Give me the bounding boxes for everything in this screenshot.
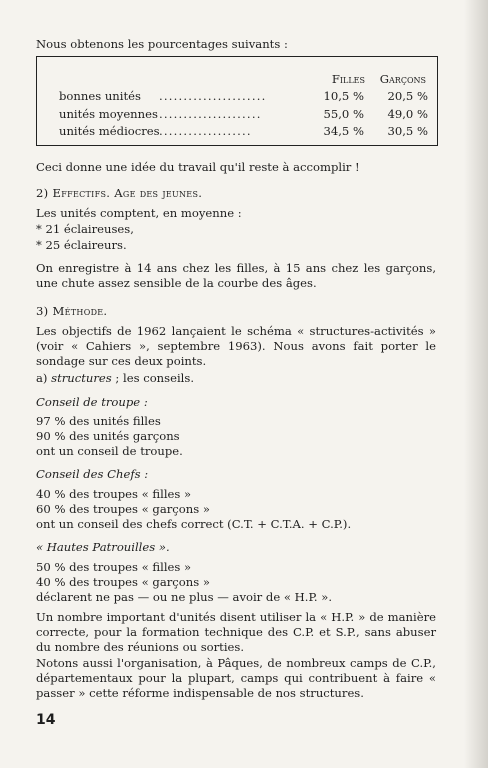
row-label: bonnes unités	[59, 89, 141, 103]
subsection-a-term: structures	[51, 371, 112, 385]
percentage-table	[36, 56, 438, 146]
section3-title: 3) Méthode.	[36, 304, 108, 318]
stat-line: ont un conseil des chefs correct (C.T. + C.T.A. + C.P.).	[36, 517, 352, 531]
hautes-patrouilles-heading: « Hautes Patrouilles ».	[36, 540, 170, 554]
subsection-a	[36, 371, 436, 386]
bullet-item: * 25 éclaireurs.	[36, 238, 127, 252]
stat-line: 40 % des troupes « filles »	[36, 487, 192, 501]
stat-line: 97 % des unités filles	[36, 414, 161, 428]
section2-intro: Les unités comptent, en moyenne :	[36, 206, 242, 220]
stat-line: ont un conseil de troupe.	[36, 444, 183, 458]
cell-filles: 10,5 %	[323, 89, 364, 103]
page-edge-shadow	[464, 0, 488, 768]
column-header-garcons: Garçons	[379, 72, 426, 86]
cell-filles: 55,0 %	[323, 107, 364, 121]
section3-paragraph: Les objectifs de 1962 lançaient le schéma « structures-activités » (voir « Cahiers », septembre 1963). Nous avons fait porter le sondage sur ces deux points.	[36, 324, 436, 368]
cell-garcons: 49,0 %	[387, 107, 428, 121]
cell-filles: 34,5 %	[323, 124, 364, 138]
conseil-chefs-heading: Conseil des Chefs :	[36, 467, 149, 481]
cell-garcons: 20,5 %	[387, 89, 428, 103]
row-label: unités moyennes	[59, 107, 158, 121]
leader-dots: ......................	[159, 89, 267, 103]
bullet-item: * 21 éclaireuses,	[36, 222, 134, 236]
stat-line: déclarent ne pas — ou ne plus — avoir de « H.P. ».	[36, 590, 333, 604]
subsection-a-suffix: ; les conseils.	[111, 371, 195, 385]
section2-paragraph: On enregistre à 14 ans chez les filles, à 15 ans chez les garçons, une chute assez sensible de la courbe des âges.	[36, 261, 436, 290]
after-table-text: Ceci donne une idée du travail qu'il reste à accomplir !	[36, 160, 360, 174]
conseil-troupe-heading: Conseil de troupe :	[36, 395, 148, 409]
stat-line: 50 % des troupes « filles »	[36, 560, 192, 574]
leader-dots: .....................	[159, 107, 262, 121]
cell-garcons: 30,5 %	[387, 124, 428, 138]
intro-text: Nous obtenons les pourcentages suivants :	[36, 37, 288, 51]
leader-dots: ...................	[159, 124, 252, 138]
section3-paragraph-3: Notons aussi l'organisation, à Pâques, de nombreux camps de C.P., départementaux pour la plupart, camps qui contribuent à faire « passer » cette réforme indispensable de nos structures.	[36, 656, 436, 700]
section2-title: 2) Effectifs. Age des jeunes.	[36, 186, 203, 200]
stat-line: 90 % des unités garçons	[36, 429, 180, 443]
section3-paragraph-2: Un nombre important d'unités disent utiliser la « H.P. » de manière correcte, pour la formation technique des C.P. et S.P., sans abuser du nombre des réunions ou sorties.	[36, 610, 436, 654]
subsection-a-prefix: a)	[36, 371, 52, 385]
row-label: unités médiocres	[59, 124, 160, 138]
column-header-filles: Filles	[331, 72, 365, 86]
stat-line: 40 % des troupes « garçons »	[36, 575, 210, 589]
page-number: 14	[36, 712, 56, 728]
stat-line: 60 % des troupes « garçons »	[36, 502, 210, 516]
